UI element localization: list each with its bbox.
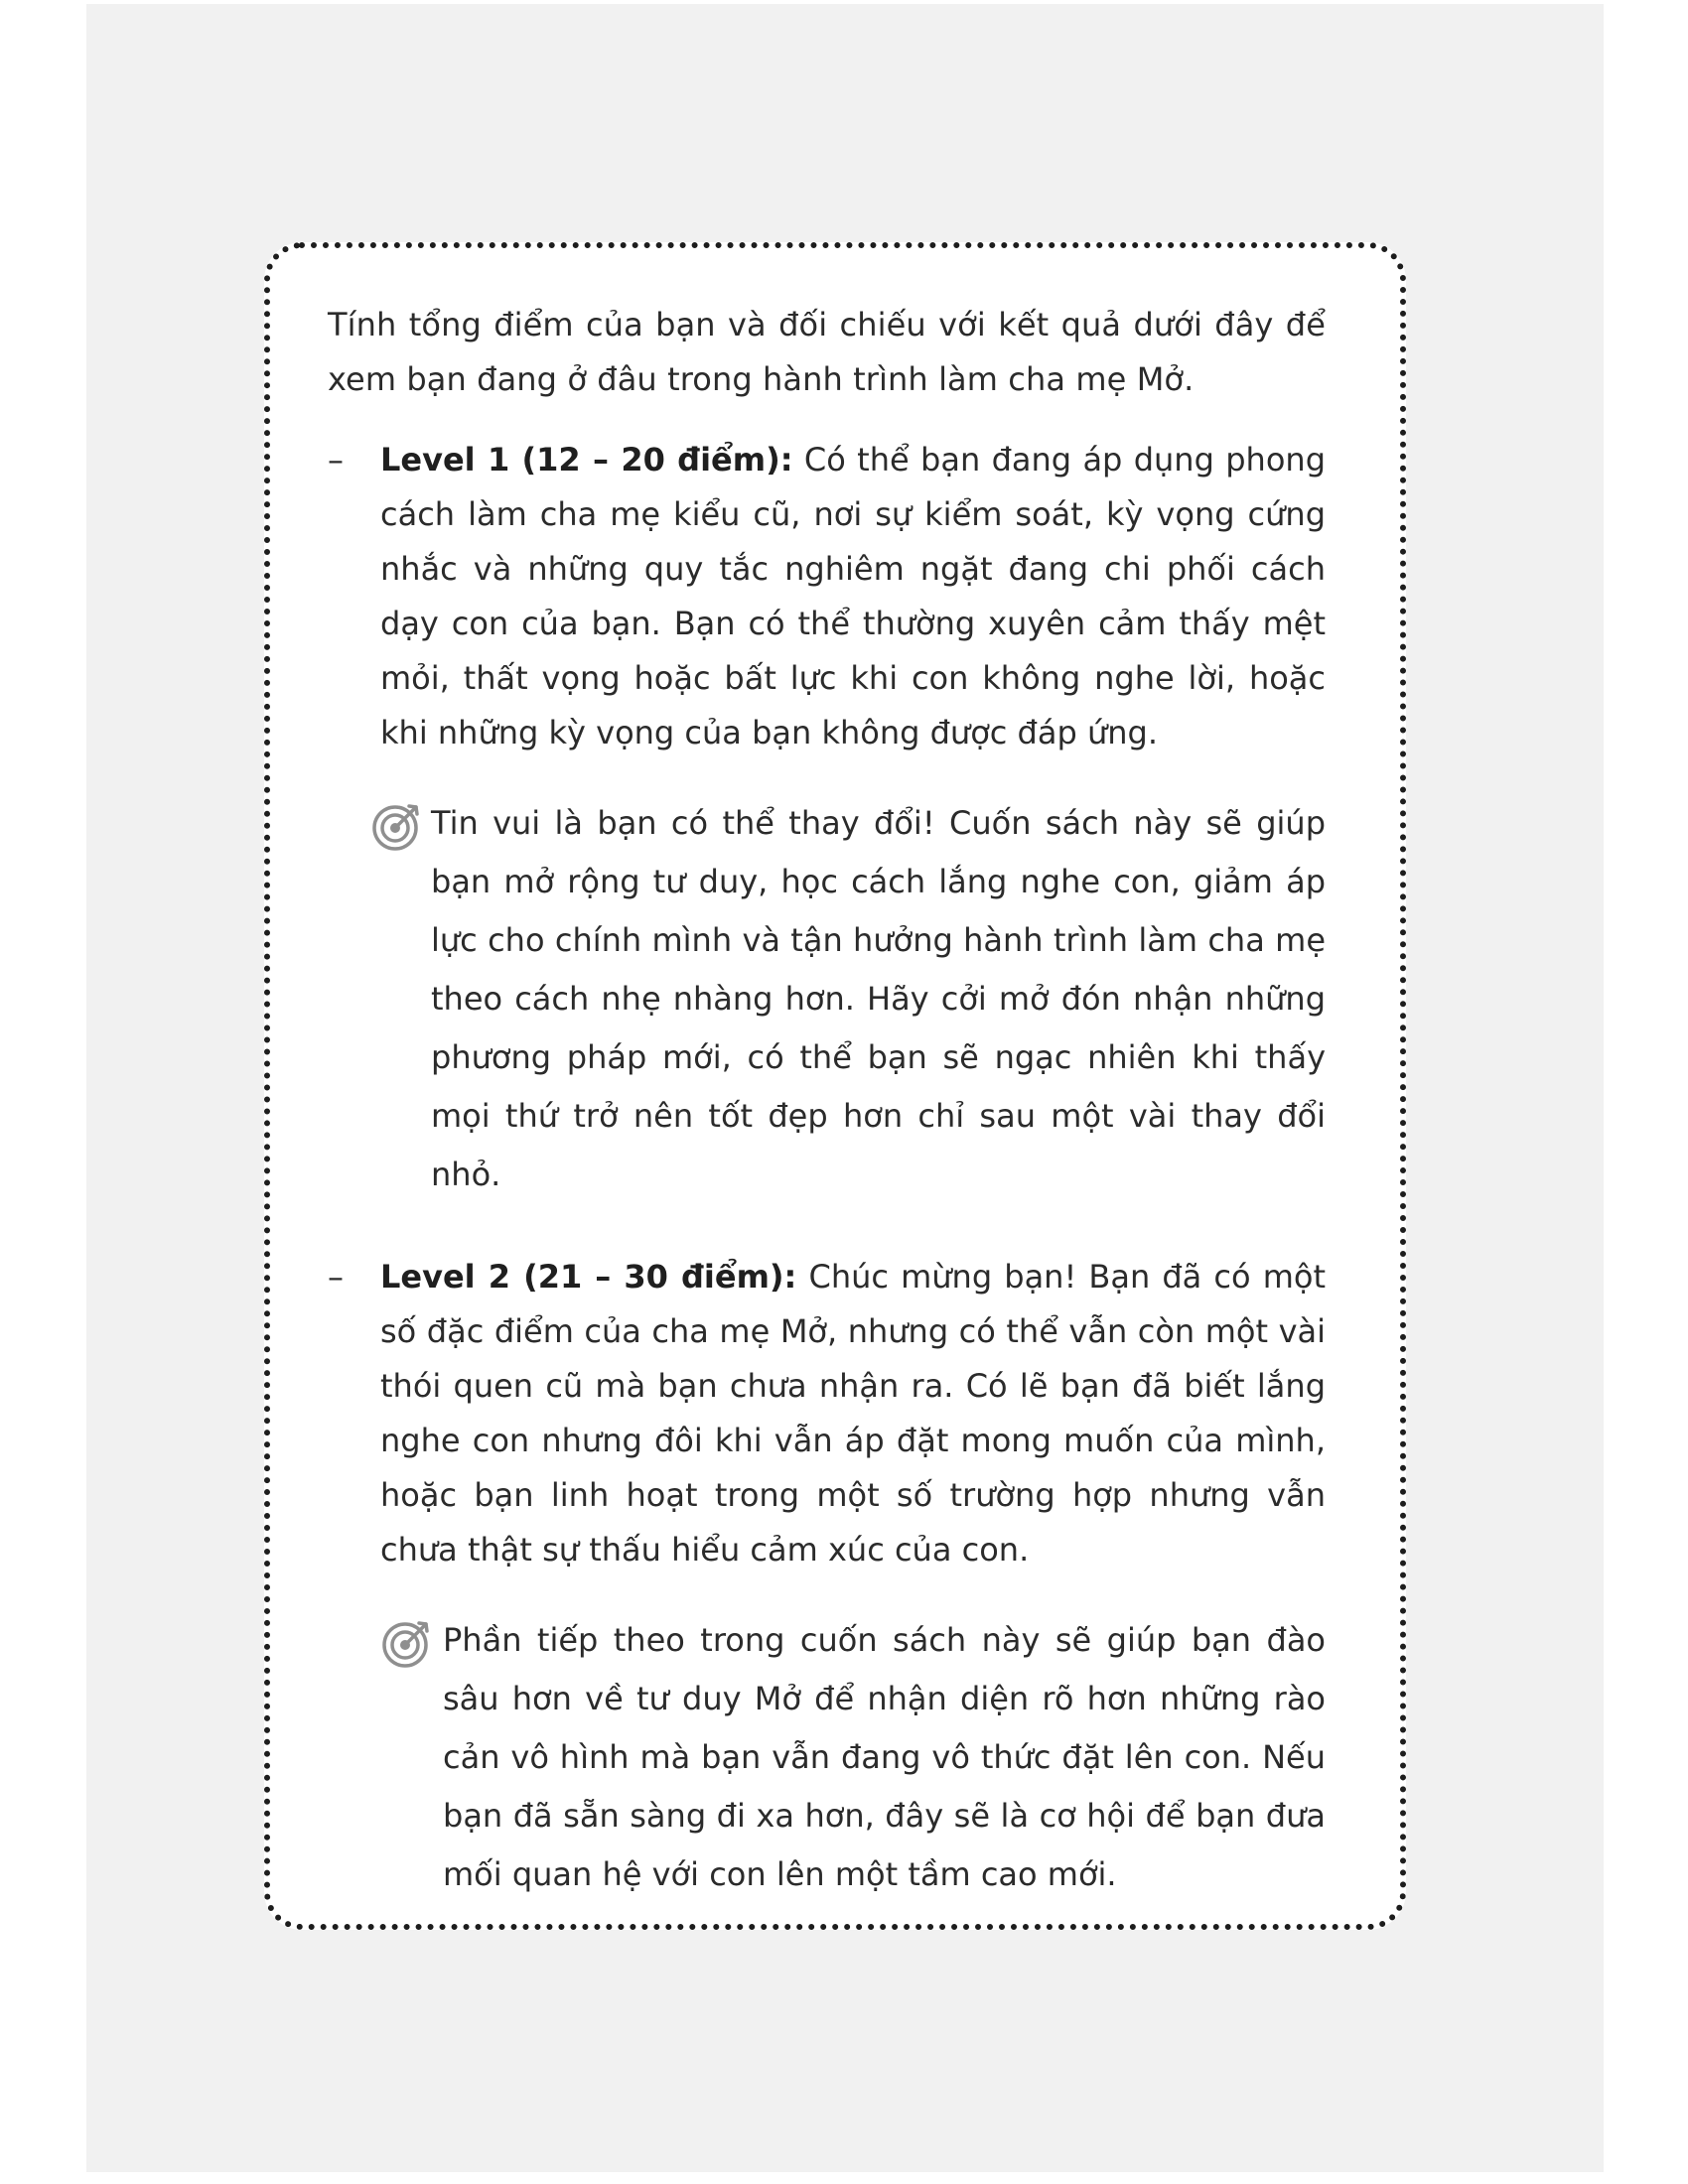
level-2-text — [380, 1250, 1326, 1577]
intro-paragraph: Tính tổng điểm của bạn và đối chiếu với kết quả dưới đây để xem bạn đang ở đâu trong hành trình làm cha mẹ Mở. — [328, 306, 1326, 398]
content-area — [328, 298, 1326, 1904]
level-1-text — [380, 433, 1326, 760]
level-1-tip — [328, 794, 1326, 1204]
level-1-body: Có thể bạn đang áp dụng phong cách làm cha mẹ kiểu cũ, nơi sự kiểm soát, kỳ vọng cứng nhắc và những quy tắc nghiêm ngặt đang chi phối cách dạy con của bạn. Bạn có thể thường xuyên cảm thấy mệt mỏi, thất vọng hoặc bất lực khi con không nghe lời, hoặc khi những kỳ vọng của bạn không được đáp ứng. — [380, 441, 1327, 751]
target-icon — [381, 1615, 435, 1669]
level-2-item — [328, 1250, 1326, 1577]
level-1-title: Level 1 (12 – 20 điểm): — [380, 441, 793, 478]
level-1-tip-text: Tin vui là bạn có thể thay đổi! Cuốn sách này sẽ giúp bạn mở rộng tư duy, học cách lắng nghe con, giảm áp lực cho chính mình và tận hưởng hành trình làm cha mẹ theo cách nhẹ nhàng hơn. Hãy cởi mở đón nhận những phương pháp mới, có thể bạn sẽ ngạc nhiên khi thấy mọi thứ trở nên tốt đẹp hơn chỉ sau một vài thay đổi nhỏ. — [431, 804, 1326, 1193]
list-dash: – — [328, 441, 344, 478]
list-dash: – — [328, 1258, 344, 1296]
level-1-item — [328, 433, 1326, 760]
level-2-tip-text: Phần tiếp theo trong cuốn sách này sẽ giúp bạn đào sâu hơn về tư duy Mở để nhận diện rõ hơn những rào cản vô hình mà bạn vẫn đang vô thức đặt lên con. Nếu bạn đã sẵn sàng đi xa hơn, đây sẽ là cơ hội để bạn đưa mối quan hệ với con lên một tầm cao mới. — [443, 1621, 1326, 1893]
level-2-tip — [328, 1611, 1326, 1904]
level-2-title: Level 2 (21 – 30 điểm): — [380, 1258, 797, 1296]
level-2-body: Chúc mừng bạn! Bạn đã có một số đặc điểm của cha mẹ Mở, nhưng có thể vẫn còn một vài thói quen cũ mà bạn chưa nhận ra. Có lẽ bạn đã biết lắng nghe con nhưng đôi khi vẫn áp đặt mong muốn của mình, hoặc bạn linh hoạt trong một số trường hợp nhưng vẫn chưa thật sự thấu hiểu cảm xúc của con. — [380, 1258, 1327, 1569]
target-icon — [371, 798, 425, 852]
